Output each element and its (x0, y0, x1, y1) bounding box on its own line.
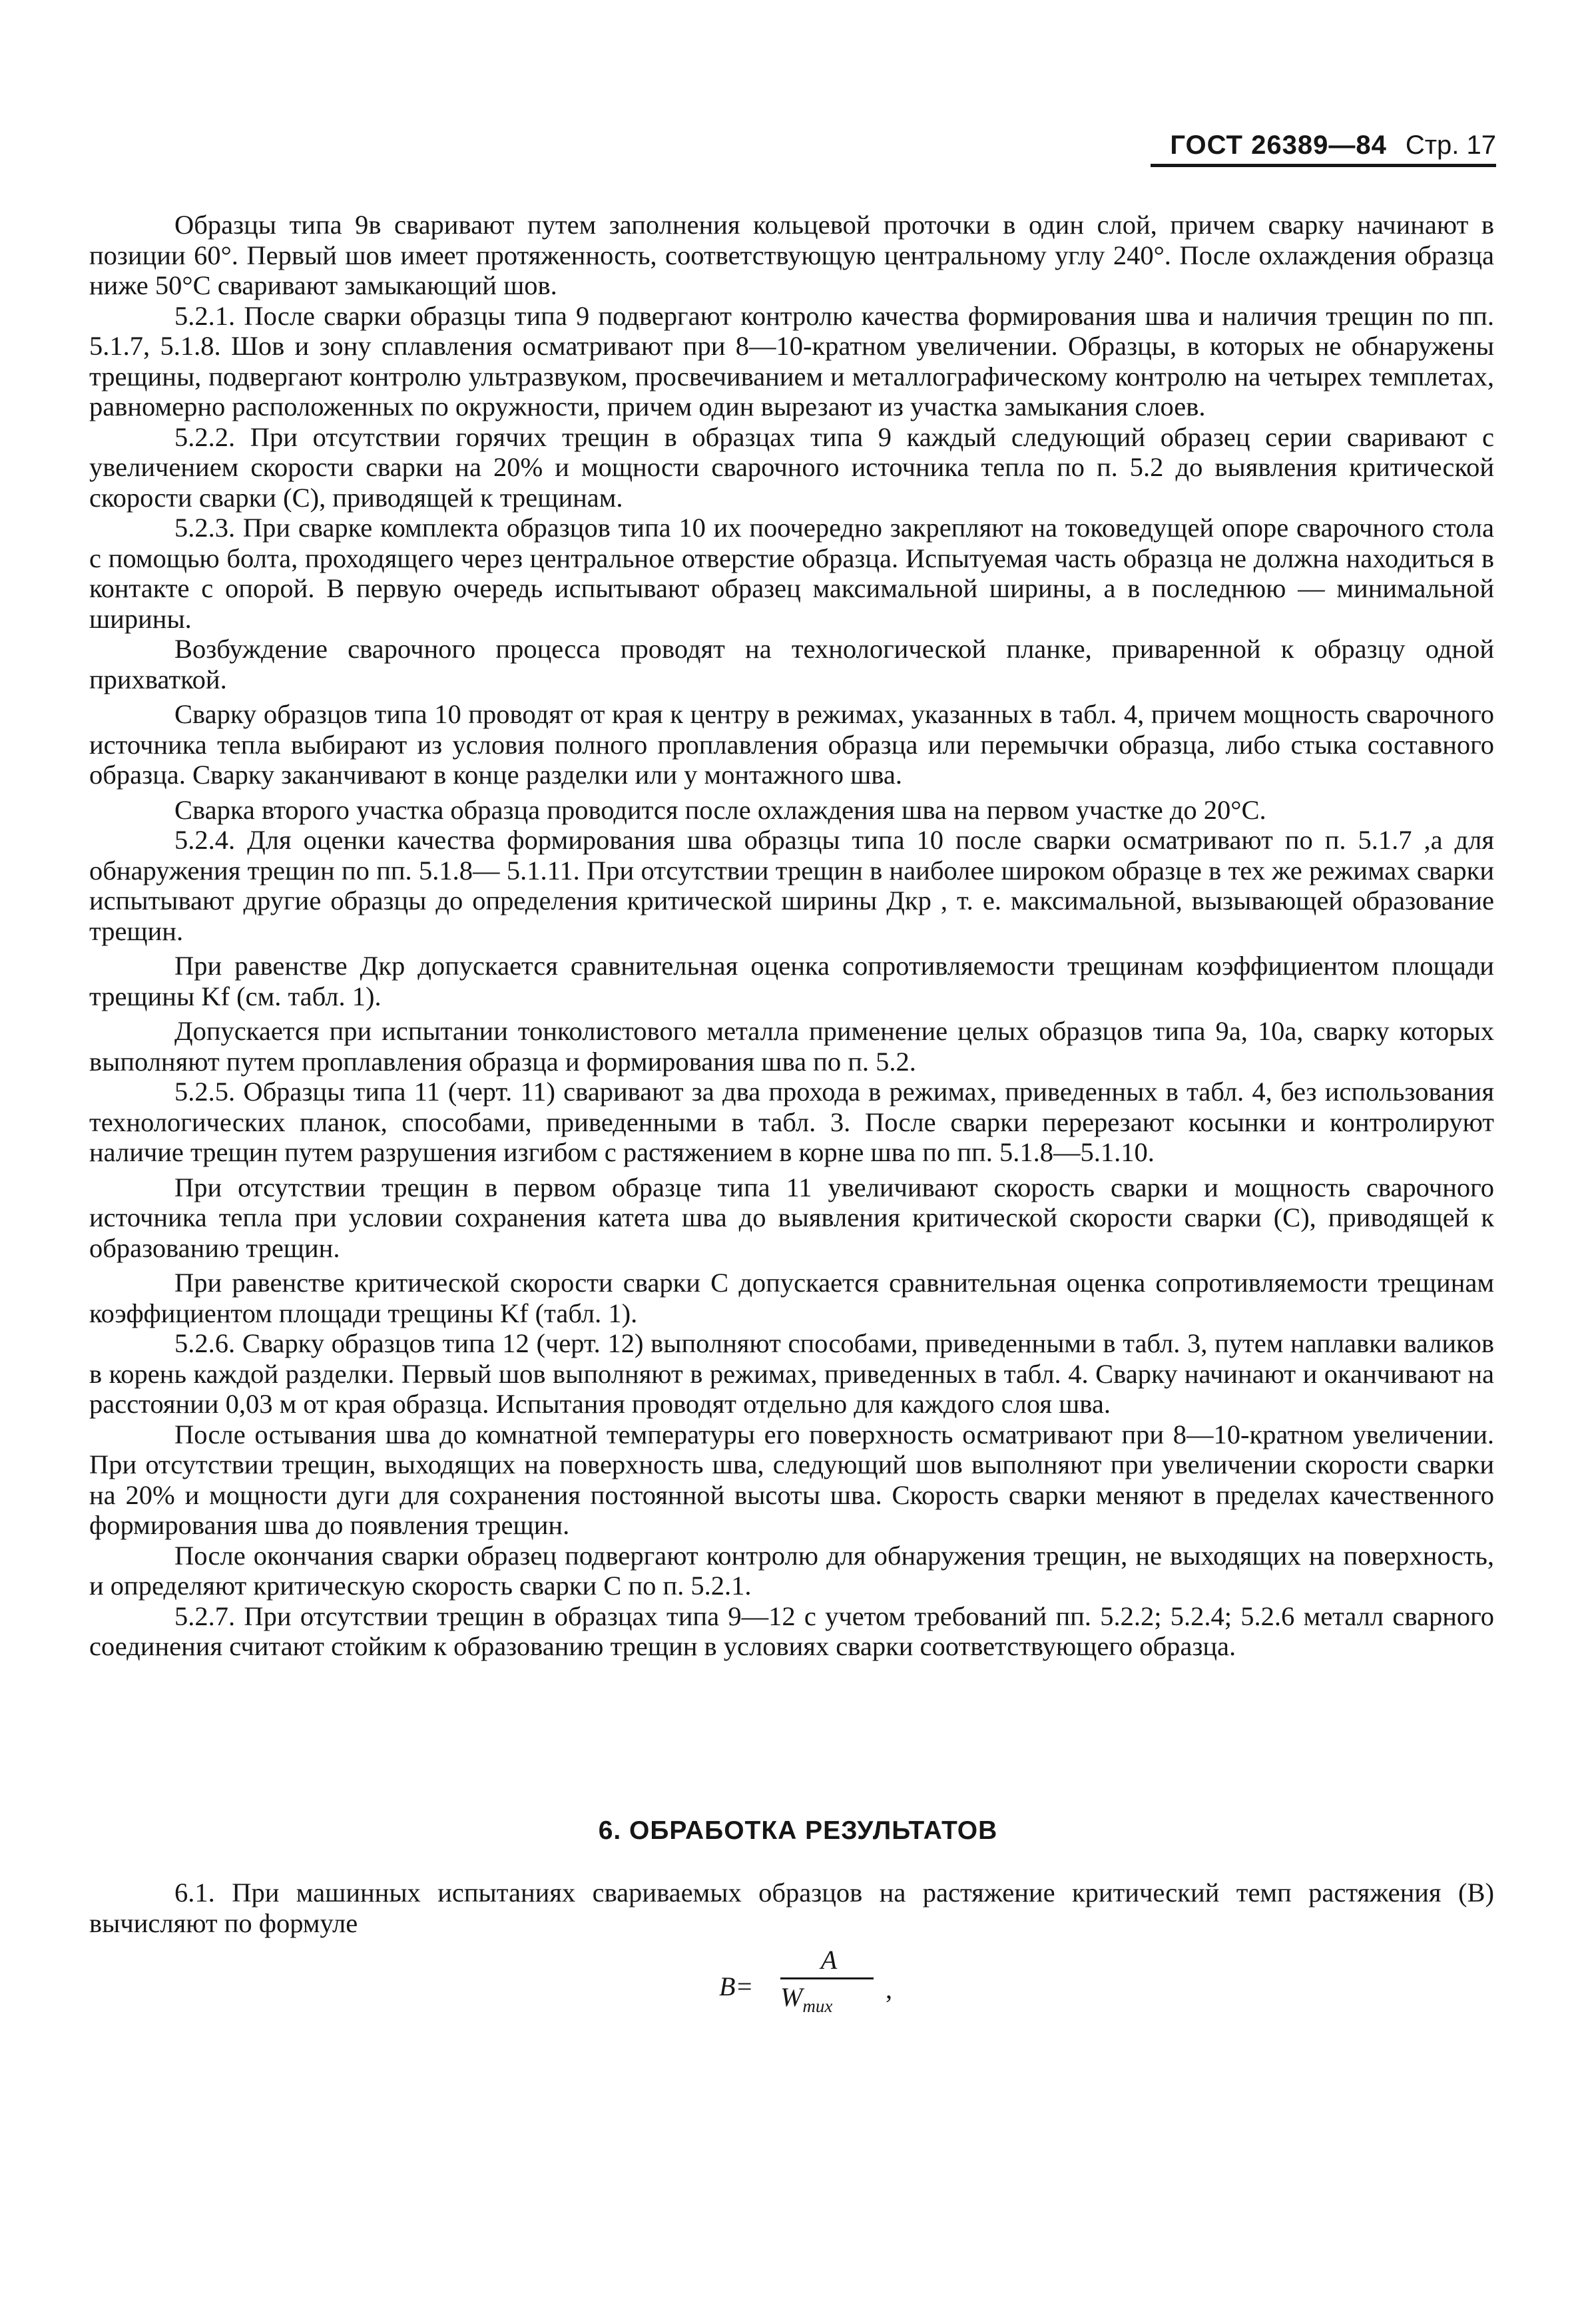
paragraph: Допускается при испытании тонколистового металла применение целых образцов типа 9а, 10а, сварку которых выполняют путем проплавления образца и формирования шва по п. 5.2. (89, 1016, 1494, 1077)
page-number: Стр. 17 (1405, 130, 1496, 160)
paragraph: 5.2.7. При отсутствии трещин в образцах типа 9—12 с учетом требований пп. 5.2.2; 5.2.4; 5.2.6 металл сварного соединения считают стойким к образованию трещин в условиях сварки соответствующего образца. (89, 1601, 1494, 1661)
paragraph: При равенстве критической скорости сварки С допускается сравнительная оценка сопротивляемости трещинам коэффициентом площади трещины Kf (табл. 1). (89, 1268, 1494, 1328)
section-text (89, 1878, 1494, 1938)
formula-numerator: A (820, 1945, 838, 1975)
paragraph: 5.2.5. Образцы типа 11 (черт. 11) сваривают за два прохода в режимах, приведенных в табл. 4, без использования технологических планок, способами, приведенными в табл. 3. После сварки перерезают косынки и контролируют наличие трещин путем разрушения изгибом с растяжением в корне шва по пп. 5.1.8—5.1.10. (89, 1077, 1494, 1167)
paragraph: 5.2.6. Сварку образцов типа 12 (черт. 12) выполняют способами, приведенными в табл. 3, путем наплавки валиков в корень каждой разделки. Первый шов выполняют в режимах, приведенных в табл. 4. Сварку начинают и оканчивают на расстоянии 0,03 м от края образца. Испытания проводят отдельно для каждого слоя шва. (89, 1328, 1494, 1419)
paragraph: После остывания шва до комнатной температуры его поверхность осматривают при 8—10-кратном увеличении. При отсутствии трещин, выходящих на поверхность шва, следующий шов выполняют при увеличении скорости сварки на 20% и мощности дуги для сохранения постоянной высоты шва. Скорость сварки меняют в пределах качественного формирования шва до появления трещин. (89, 1419, 1494, 1540)
page-header (1170, 125, 1496, 165)
paragraph: 5.2.2. При отсутствии горячих трещин в образцах типа 9 каждый следующий образец серии сваривают с увеличением скорости сварки на 20% и мощности сварочного источника тепла по п. 5.2 до выявления критической скорости сварки (С), приводящей к трещинам. (89, 421, 1494, 513)
formula-comma: , (886, 1974, 892, 2004)
paragraph: Возбуждение сварочного процесса проводят на технологической планке, приваренной к образцу одной прихваткой. (89, 634, 1494, 694)
paragraph: После окончания сварки образец подвергают контролю для обнаружения трещин, не выходящих на поверхность, и определяют критическую скорость сварки С по п. 5.2.1. (89, 1540, 1494, 1601)
paragraph: При равенстве Дкр допускается сравнительная оценка сопротивляемости трещинам коэффициентом площади трещины Kf (см. табл. 1). (89, 951, 1494, 1011)
formula-denominator-symbol: W (780, 1982, 803, 2012)
paragraph: 6.1. При машинных испытаниях свариваемых образцов на растяжение критический темп растяжения (В) вычисляют по формуле (89, 1878, 1494, 1938)
paragraph: 5.2.1. После сварки образцы типа 9 подвергают контролю качества формирования шва и наличия трещин по пп. 5.1.7, 5.1.8. Шов и зону сплавления осматривают при 8—10-кратном увеличении. Образцы, в которых не обнаружены трещины, подвергают контролю ультразвуком, просвечиванием и металлографическому контролю на четырех темплетах, равномерно расположенных по окружности, причем один вырезают из участка замыкания слоев. (89, 300, 1494, 421)
paragraph: 5.2.4. Для оценки качества формирования шва образцы типа 10 после сварки осматривают по п. 5.1.7 ,а для обнаружения трещин по пп. 5.1.8— 5.1.11. При отсутствии трещин в наиболее широком образце в тех же режимах сварки испытывают другие образцы до определения критической ширины Дкр , т. е. максимальной, вызывающей образование трещин. (89, 825, 1494, 946)
formula-lhs: B= (719, 1971, 754, 2001)
formula-denominator (780, 1981, 880, 2016)
standard-number: ГОСТ 26389—84 (1170, 130, 1387, 160)
paragraph: 5.2.3. При сварке комплекта образцов типа 10 их поочередно закрепляют на токоведущей опоре сварочного стола с помощью болта, проходящего через центральное отверстие образца. Испытуемая часть образца не должна находиться в контакте с опорой. В первую очередь испытывают образец максимальной ширины, а в последнюю — минимальной ширины. (89, 513, 1494, 634)
main-text (89, 210, 1494, 1662)
paragraph: Образцы типа 9в сваривают путем заполнения кольцевой проточки в один слой, причем сварку начинают в позиции 60°. Первый шов имеет протяженность, соответствующую центральному углу 240°. После охлаждения образца ниже 50°С сваривают замыкающий шов. (89, 210, 1494, 300)
section-heading: 6. ОБРАБОТКА РЕЗУЛЬТАТОВ (598, 1816, 998, 1845)
formula (719, 1944, 959, 2024)
paragraph: Сварка второго участка образца проводится после охлаждения шва на первом участке до 20°С. (174, 794, 1266, 825)
paragraph: При отсутствии трещин в первом образце типа 11 увеличивают скорость сварки и мощность сварочного источника тепла при условии сохранения катета шва до выявления критической скорости сварки (С), приводящей к образованию трещин. (89, 1172, 1494, 1263)
formula-denominator-subscript: тих (802, 1996, 833, 2016)
paragraph: Сварку образцов типа 10 проводят от края к центру в режимах, указанных в табл. 4, причем мощность сварочного источника тепла выбирают из условия полного проплавления образца или перемычки образца, либо стыка составного образца. Сварку заканчивают в конце разделки или у монтажного шва. (89, 699, 1494, 790)
header-rule (1151, 164, 1496, 167)
fraction-bar (780, 1977, 874, 1979)
